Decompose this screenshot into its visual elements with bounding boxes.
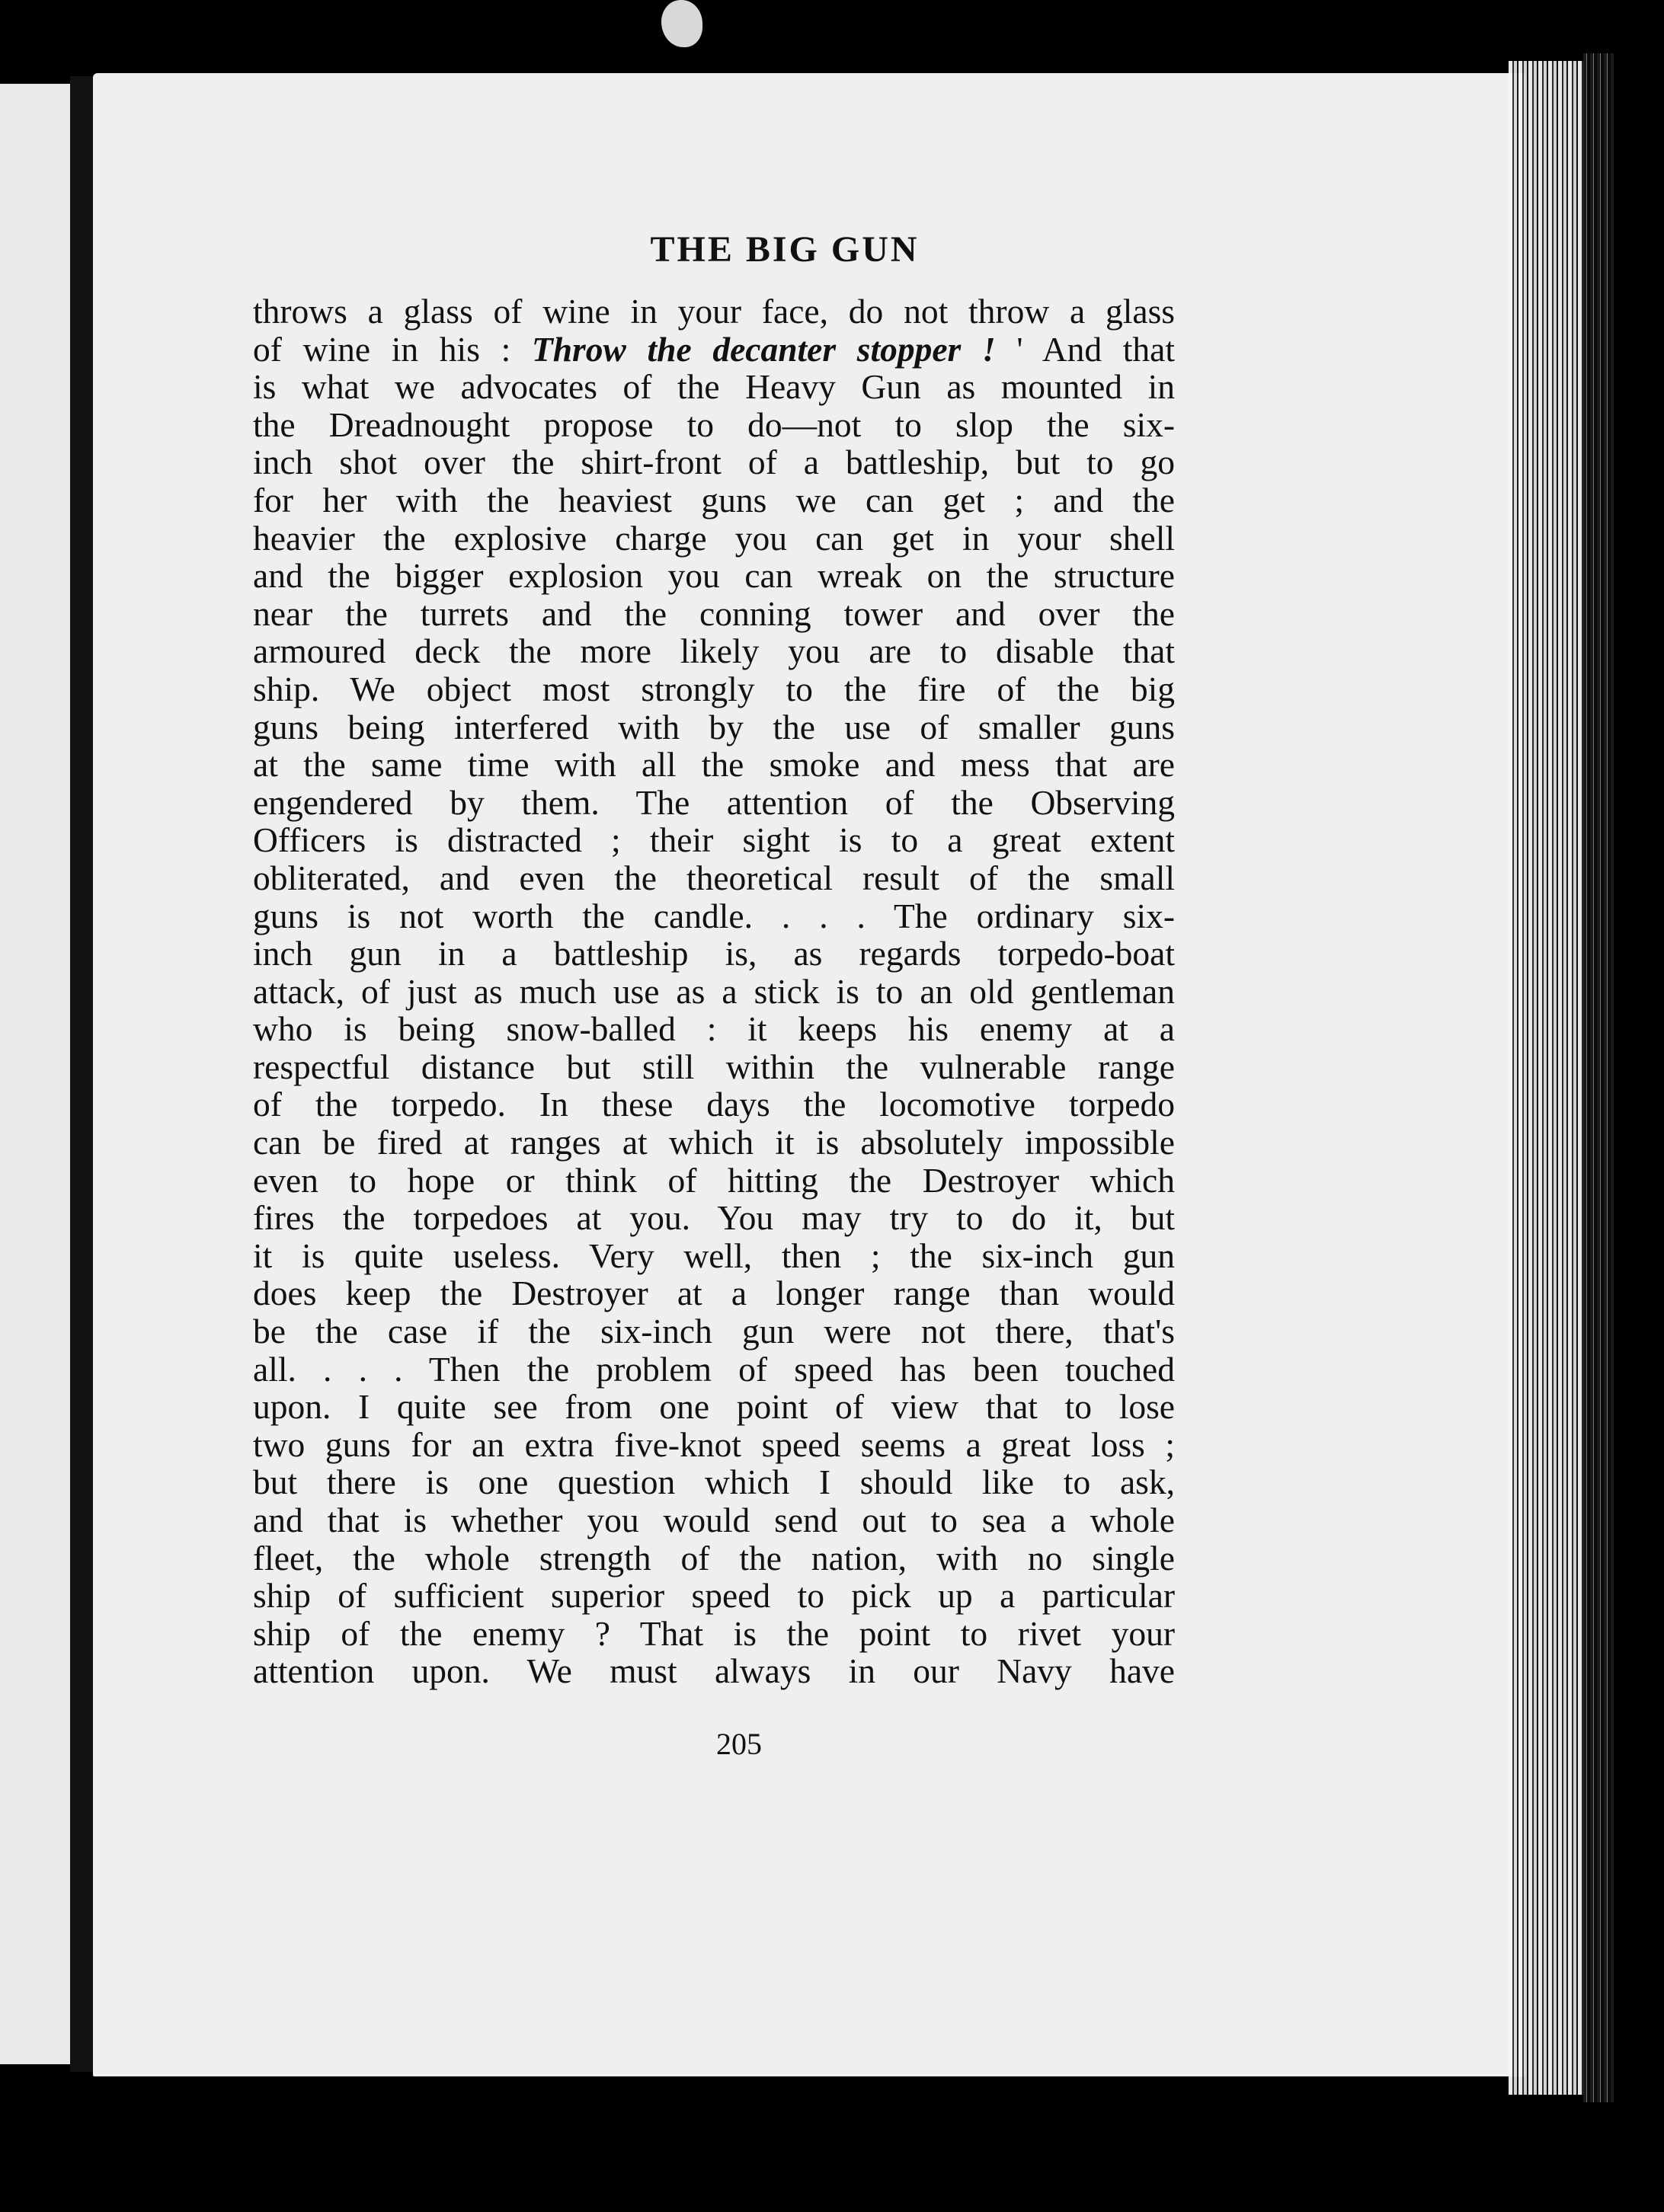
- text-line: throws a glass of wine in your face, do not throw a glass: [253, 292, 1175, 331]
- text-line: ship of sufficient superior speed to pick up a particular: [253, 1576, 1175, 1616]
- text-line: engendered by them. The attention of the Observing: [253, 782, 1175, 822]
- text-line: be the case if the six-inch gun were not there, that's: [253, 1312, 1175, 1351]
- ink-blot: [661, 0, 702, 47]
- page-fore-edge: [1509, 61, 1585, 2095]
- text-line: Officers is distracted ; their sight is to a great extent: [253, 820, 1175, 860]
- text-line: all. . . . Then the problem of speed has been touched: [253, 1349, 1175, 1389]
- text-line: does keep the Destroyer at a longer range than would: [253, 1274, 1175, 1313]
- text-line: can be fired at ranges at which it is absolutely impossible: [253, 1123, 1175, 1162]
- text-line: of wine in his : Throw the decanter stopper ! ' And that: [253, 329, 1175, 369]
- text-line: the Dreadnought propose to do—not to slop the six-: [253, 404, 1175, 444]
- text-line: it is quite useless. Very well, then ; the six-inch gun: [253, 1235, 1175, 1275]
- facing-page-edge: [0, 84, 70, 2064]
- text-line: guns being interfered with by the use of smaller guns: [253, 707, 1175, 746]
- text-line: guns is not worth the candle. . . . The ordinary six-: [253, 896, 1175, 935]
- text-line: at the same time with all the smoke and mess that are: [253, 745, 1175, 785]
- text-line: attack, of just as much use as a stick is to an old gentleman: [253, 971, 1175, 1011]
- text-line: and the bigger explosion you can wreak on the structure: [253, 556, 1175, 596]
- text-line: inch gun in a battleship is, as regards torpedo-boat: [253, 934, 1175, 973]
- text-line: ship. We object most strongly to the fire of the big: [253, 669, 1175, 708]
- text-line: for her with the heaviest guns we can get ; and the: [253, 480, 1175, 519]
- text-line: attention upon. We must always in our Navy have: [253, 1651, 1175, 1691]
- page-number: 205: [716, 1727, 762, 1761]
- text-line: armoured deck the more likely you are to disable that: [253, 631, 1175, 671]
- text-line: and that is whether you would send out to sea a whole: [253, 1501, 1175, 1539]
- text-line: even to hope or think of hitting the Destroyer which: [253, 1160, 1175, 1200]
- text-line: two guns for an extra five-knot speed seems a great loss ;: [253, 1424, 1175, 1464]
- text-line: fires the torpedoes at you. You may try to do it, but: [253, 1198, 1175, 1238]
- text-line: who is being snow-balled : it keeps his enemy at a: [253, 1009, 1175, 1049]
- text-line: obliterated, and even the theoretical result of the small: [253, 858, 1175, 897]
- text-line: but there is one question which I should like to ask,: [253, 1462, 1175, 1502]
- text-line: near the turrets and the conning tower and over the: [253, 593, 1175, 633]
- text-line: upon. I quite see from one point of view that to lose: [253, 1387, 1175, 1427]
- text-line: of the torpedo. In these days the locomotive torpedo: [253, 1085, 1175, 1124]
- italic-phrase: Throw the decanter stopper !: [531, 329, 996, 369]
- text-line: fleet, the whole strength of the nation, with no single: [253, 1538, 1175, 1577]
- text-line: inch shot over the shirt-front of a battleship, but to go: [253, 443, 1175, 482]
- book-cover-edge: [1583, 53, 1614, 2102]
- body-text: [253, 292, 1175, 1690]
- text-line: heavier the explosive charge you can get in your shell: [253, 518, 1175, 558]
- text-line: respectful distance but still within the vulnerable range: [253, 1047, 1175, 1086]
- running-head: THE BIG GUN: [650, 229, 920, 270]
- text-line: ship of the enemy ? That is the point to rivet your: [253, 1613, 1175, 1653]
- book-gutter: [70, 76, 93, 2072]
- text-line: is what we advocates of the Heavy Gun as mounted in: [253, 367, 1175, 407]
